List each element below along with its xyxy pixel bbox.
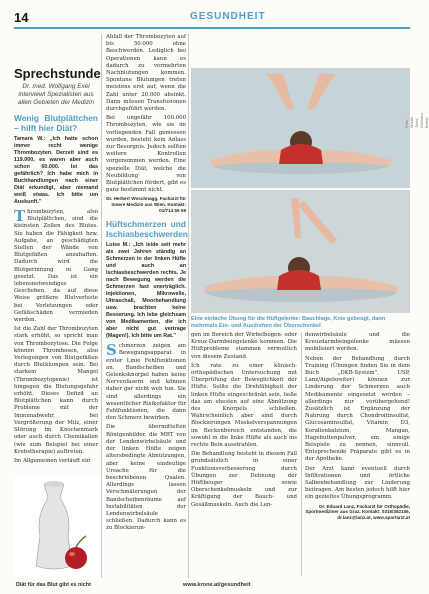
column-1 xyxy=(14,66,101,467)
ad-caption: Diät für das Blut gibt es nicht xyxy=(16,582,91,588)
column-4 xyxy=(305,332,410,520)
paragraph: Abfall der Thrombozyten auf bis 50.000 ohne Beschwerden. Lediglich bei Operationen kann es dadurch zu vermehrten Nachblutungen kommen. Spontane Blutungen treten meistens erst auf, wenn die Zahl unter 20.000 absinkt. Dann müssen Transfusionen durchgeführt werden. xyxy=(106,34,186,113)
article-heading-2: Hüftschmerzen und Ischiasbeschwerden xyxy=(106,219,188,240)
page-title: Sprechstunde xyxy=(14,66,101,81)
page-header xyxy=(14,10,410,26)
article-heading-1: Wenig Blutplättchen – hilft hier Diät? xyxy=(14,113,98,133)
drop-cap: T xyxy=(14,207,26,225)
drop-cap: S xyxy=(106,341,117,360)
header-rule xyxy=(14,27,410,29)
author-signature: Dr. Herbert Woschnagg, Facharzt für Innere Medizin aus Wien. Kontakt: 01/714 59 59 xyxy=(106,196,186,213)
photo-credit: Foto: Martin Jöchl, Gerhard Bartel xyxy=(404,113,429,128)
column-divider xyxy=(188,34,189,578)
expert-subtitle: Dr. med. Wolfgang Exel interviewt Spezialisten aus allen Gebieten der Medizin xyxy=(17,83,95,106)
paragraph: Die Behandlung besteht in diesem Fall grundsätzlich in einer Funktionsverbesserung durch Übungen zur Dehnung der Hüftbeuger sowie Oberschenkelmuskeln und zur Kräftigung der Bauch- und Gesäßmuskeln. Auch die Len- xyxy=(191,451,297,508)
page-number: 14 xyxy=(14,10,29,25)
reader-question-1: Tamara W.: „Ich hatte schon immer recht wenige Thrombozyten. Derzeit sind es 119.000, es waren aber auch schon 60.000. Ist das gefährlich? Ich habe mich in Buchhandlungen nach einer Diät erkundigt, aber niemand weiß etwas. Ich bitte um Auskunft." xyxy=(14,136,98,205)
exercise-photo xyxy=(191,68,429,313)
column-2 xyxy=(106,34,186,535)
column-3 xyxy=(191,332,297,511)
paragraph: gen im Bereich der Wirbelbogen- oder Kreuz-Darmbeingelenke kommen. Die Hüftprobleme stammen vermutlich von diesem Zustand. xyxy=(191,332,297,360)
paragraph: Die übermittelten Röntgenbilder, die MRT von der Lendenwirbelsäule und der linken Hüfte zeigen altersbedingte Abnützungen, aber keine eindeutige Ursache für die beschriebenen Qualen. Allerdings lassen Verschmälerungen der Bandscheibenräume auf Instabilitäten der Lendenwirbelsäule schließen. Dadurch kann es zu Blockierun- xyxy=(106,424,186,532)
paragraph: Ich rate zu einer klinisch-orthopädischen Untersuchung mit Überprüfung der Beweglichkeit der Hüfte. Sollte die Drehfähigkeit der linken Hüfte eingeschränkt sein, ließe das am ehesten auf eine Abnützung des Knorpels schließen. Wahrscheinlich aber sind durch Blockierungen Muskelverspannungen im Beckenbereich entstanden, die sowohl in die linke Hüfte als auch ins rechte Bein ausstrahlen. xyxy=(191,362,297,449)
reader-question-2: Luise M.: „Ich leide seit mehr als zwei Jahren ständig an Schmerzen in der linken Hüfte und auch an Ischiasbeschwerden rechts. Je nach Bewegung werden die Schmerzen fast unerträglich. Injektionen, Mikrowelle, Ultraschall, Moorbehandlung usw. brachten keine Besserung. Ich lebe gleichsam von Medikamenten, die ich aber nicht gut vertrage (Magen!). Ich bitte um Rat." xyxy=(106,242,186,340)
footer-url[interactable]: www.krone.at/gesundheit xyxy=(183,582,251,588)
paragraph: denwirbelsäule und die Kreuzdarmbeingelenke müssen mobilisiert werden. xyxy=(305,332,410,353)
paragraph: Ist die Zahl der Thrombozyten stark erhöht, so spricht man von Thrombozytose. Die Folge können Thrombosen, also Verlegungen von Blutgefäßen durch Blutklumpen sein. Bei starkem Mangel (Thrombozytopenie) ist hingegen die Blutungsgefahr erhöht. Dieses Defizit an Blutplättchen kann durch Probleme mit der Immunabwehr, bei Vergrößerung der Milz, einer Störung im Knochenmark oder auch durch Chemikalien (wie zum Beispiel bei einer Krebstherapie) auftreten. xyxy=(14,326,98,455)
paragraph: Der Arzt kann eventuell durch Infiltrationen und örtliche Salbenbehandlung zur Linderung beitragen. Am besten jedoch hilft hier ein gezieltes Übungsprogramm. xyxy=(305,465,410,501)
author-signature: Dr. Eduard Lanz, Facharzt für Orthopädie, Sportmediziner aus Graz. Kontakt: 0316/382106, dr.lanz@lanz.at, www.sportarzt.at xyxy=(305,503,410,520)
paragraph: Bei ungefähr 100.000 Thrombozyten, wie sie im vorliegenden Fall gemessen wurden, besteht kein Anlass zur Besorgnis. Jedoch sollten weitere Kontrollen vorgenommen werden. Eine spezielle Diät, welche die Neubildung von Blutplättchen fördert, gibt es ganz bestimmt nicht. xyxy=(106,115,187,194)
paragraph: Thrombozyten, also Blutplättchen, sind die kleinsten Zellen des Blutes. Sie haben die Fähigkeit bzw. Aufgabe, an geschädigten Stellen der Wände von Blutgefäßen anzuhaften. Dadurch wird die Blutgerinnung in Gang gesetzt. Das ist ein lebensnotwendiges Geschehen, da auf diese Weise größere Blutverluste bei Verletzungen oder Gefäßschäden vermieden werden. xyxy=(14,207,98,324)
photo-caption: Eine einfache Übung für die Hüftgelenke: Bauchlage, Knie gebeugt, dann mehrmals Ein- und Ausdrehen der Oberschenkel xyxy=(191,316,386,329)
ad-image xyxy=(14,476,104,579)
paragraph: Neben der Behandlung durch Training (Übungen finden Sie in dem Buch „DKB-System", USP, Lanz/Aigelsreiter) können zur Linderung der Schmerzen auch Medikamente eingesetzt werden – allerdings nur vorübergehend! Zusätzlich ist Ergänzung der Nahrung durch Chondroitinsulfat, Glucosaminsulfat, Vitamin D3, Korallenkalzium, Mangan, Hagebuttenpulver, um einige Beispiele zu nennen, sinnvoll. Entsprechende Präparate gibt es in der Apotheke. xyxy=(305,355,410,463)
paragraph: Schmerzen zeigen am Bewegungsapparat in erster Linie Fehlfunktionen an. Bandscheiben und Gelenksknorpel haben keine Nervenfasern und können daher gar nicht weh tun. Sie sind allerdings ein wesentlicher Risikofaktor für Fehlfunktionen, die dann den Schmerz bewirken. xyxy=(106,341,186,422)
column-divider xyxy=(101,34,102,578)
section-label: GESUNDHEIT xyxy=(190,11,266,22)
column-divider xyxy=(301,332,302,576)
pepper-mill-illustration xyxy=(14,476,104,579)
paragraph: Im Allgemeinen verläuft ein xyxy=(14,457,91,464)
exercise-photo-illustration xyxy=(191,68,410,313)
